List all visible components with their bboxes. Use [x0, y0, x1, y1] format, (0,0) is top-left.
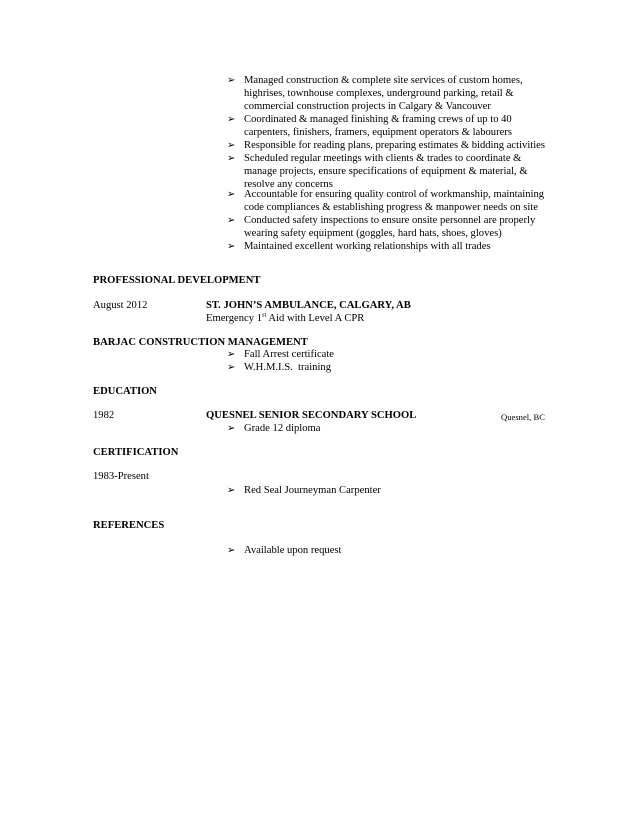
list-item: Coordinated & managed finishing & framing crews of up to 40 carpenters, finishers, framers, equipment operators & labourers	[244, 114, 512, 138]
list-item: Managed construction & complete site services of custom homes, highrises, townhouse complexes, underground parking, retail & commercial construction projects in Calgary & Vancouver	[244, 75, 523, 112]
arrow-bullet-icon: ➢	[227, 241, 236, 252]
pd-course	[206, 313, 364, 324]
arrow-bullet-icon: ➢	[227, 423, 236, 434]
list-item: Red Seal Journeyman Carpenter	[244, 485, 381, 496]
education-institution: QUESNEL SENIOR SECONDARY SCHOOL	[206, 410, 417, 421]
list-item: Accountable for ensuring quality control of workmanship, maintaining code compliances & establishing progress & manpower needs on site	[244, 189, 545, 213]
section-heading-certification: CERTIFICATION	[93, 447, 179, 458]
arrow-bullet-icon: ➢	[227, 349, 236, 360]
list-item: Conducted safety inspections to ensure onsite personnel are properly wearing safety equipment (goggles, hard hats, shoes, gloves)	[244, 215, 536, 239]
arrow-bullet-icon: ➢	[227, 362, 236, 373]
arrow-bullet-icon: ➢	[227, 545, 236, 556]
list-item: Fall Arrest certificate	[244, 349, 335, 360]
section-heading-professional-development: PROFESSIONAL DEVELOPMENT	[93, 275, 261, 286]
list-item: Maintained excellent working relationships with all trades	[244, 241, 491, 252]
education-location: Quesnel, BC	[501, 412, 545, 422]
education-date: 1982	[93, 410, 115, 421]
section-heading-education: EDUCATION	[93, 386, 157, 397]
arrow-bullet-icon: ➢	[227, 215, 236, 226]
pd-course-text: Emergency 1	[206, 313, 262, 324]
arrow-bullet-icon: ➢	[227, 140, 236, 151]
pd-course-sup: st	[262, 311, 267, 319]
arrow-bullet-icon: ➢	[227, 485, 236, 496]
section-heading-barjac: BARJAC CONSTRUCTION MANAGEMENT	[93, 337, 308, 348]
pd-institution: ST. JOHN’S AMBULANCE, CALGARY, AB	[206, 300, 411, 311]
certification-date: 1983-Present	[93, 471, 149, 482]
list-item: Responsible for reading plans, preparing estimates & bidding activities	[244, 140, 545, 151]
arrow-bullet-icon: ➢	[227, 75, 236, 86]
section-heading-references: REFERENCES	[93, 520, 165, 531]
arrow-bullet-icon: ➢	[227, 114, 236, 125]
arrow-bullet-icon: ➢	[227, 153, 236, 164]
list-item: Scheduled regular meetings with clients & trades to coordinate & manage projects, ensure specifications of equipment & material, & resolve any concerns	[244, 153, 528, 190]
arrow-bullet-icon: ➢	[227, 189, 236, 200]
pd-course-text-rest: Aid with Level A CPR	[266, 313, 365, 324]
list-item: Available upon request	[244, 545, 342, 556]
list-item: Grade 12 diploma	[244, 423, 321, 434]
pd-date: August 2012	[93, 300, 148, 311]
list-item: W.H.M.I.S. training	[244, 362, 332, 373]
